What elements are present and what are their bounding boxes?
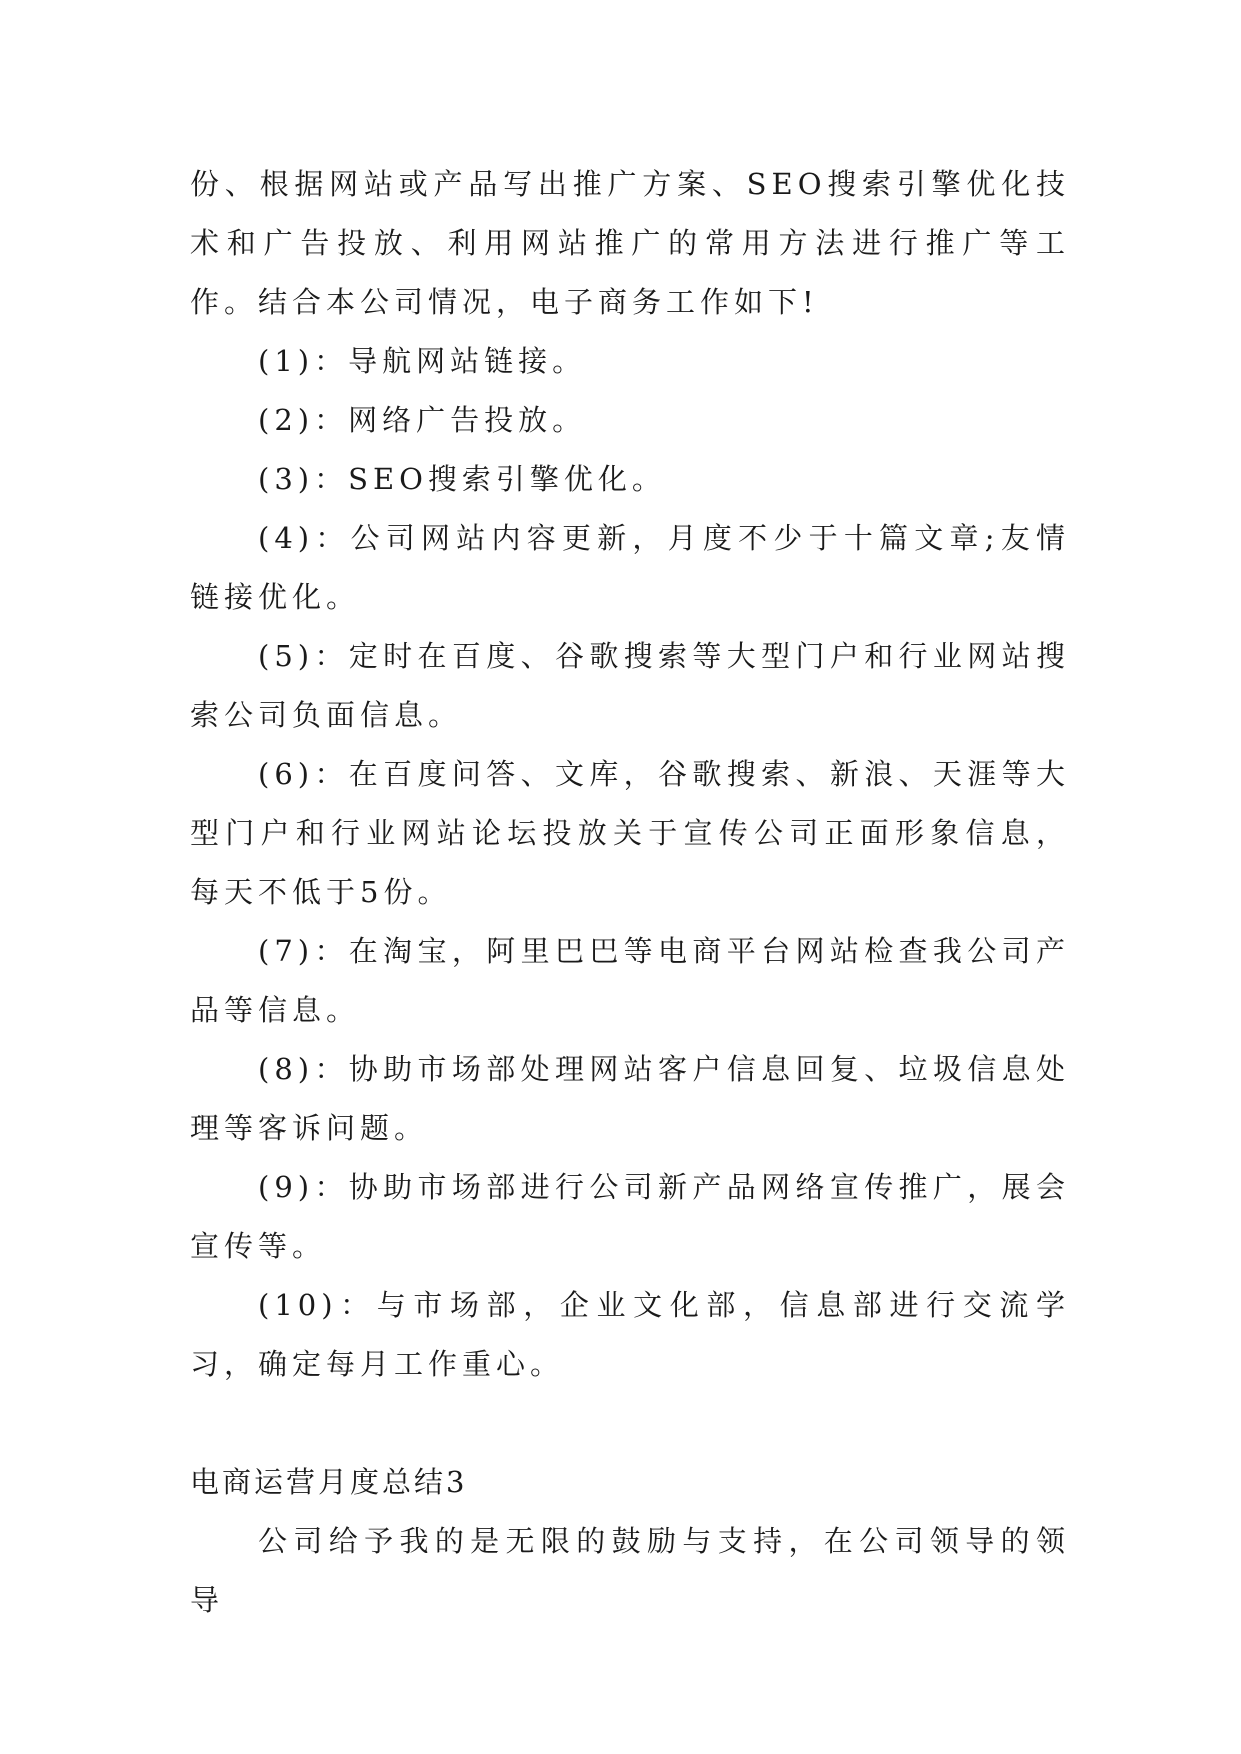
intro-paragraph: 份、根据网站或产品写出推广方案、SEO搜索引擎优化技术和广告投放、利用网站推广的常用方法进行推广等工作。结合本公司情况，电子商务工作如下! <box>190 167 1070 319</box>
list-item-9: (9)：协助市场部进行公司新产品网络宣传推广，展会宣传等。 <box>190 1170 1070 1263</box>
list-item-2: (2)：网络广告投放。 <box>258 403 587 437</box>
list-item-6: (6)：在百度问答、文库，谷歌搜索、新浪、天涯等大型门户和行业网站论坛投放关于宣传公司正面形象信息，每天不低于5份。 <box>190 757 1070 909</box>
list-item-4: (4)：公司网站内容更新，月度不少于十篇文章;友情链接优化。 <box>190 521 1070 614</box>
list-item-1: (1)：导航网站链接。 <box>258 344 587 378</box>
section-first-paragraph: 公司给予我的是无限的鼓励与支持，在公司领导的领导 <box>190 1524 1070 1617</box>
list-item-7: (7)：在淘宝，阿里巴巴等电商平台网站检查我公司产品等信息。 <box>190 934 1070 1027</box>
document-body <box>190 155 1070 1630</box>
list-item-3: (3)：SEO搜索引擎优化。 <box>258 462 666 496</box>
section-heading: 电商运营月度总结3 <box>190 1465 468 1499</box>
list-item-10: (10)：与市场部，企业文化部，信息部进行交流学习，确定每月工作重心。 <box>190 1288 1070 1381</box>
list-item-5: (5)：定时在百度、谷歌搜索等大型门户和行业网站搜索公司负面信息。 <box>190 639 1070 732</box>
list-item-8: (8)：协助市场部处理网站客户信息回复、垃圾信息处理等客诉问题。 <box>190 1052 1070 1145</box>
